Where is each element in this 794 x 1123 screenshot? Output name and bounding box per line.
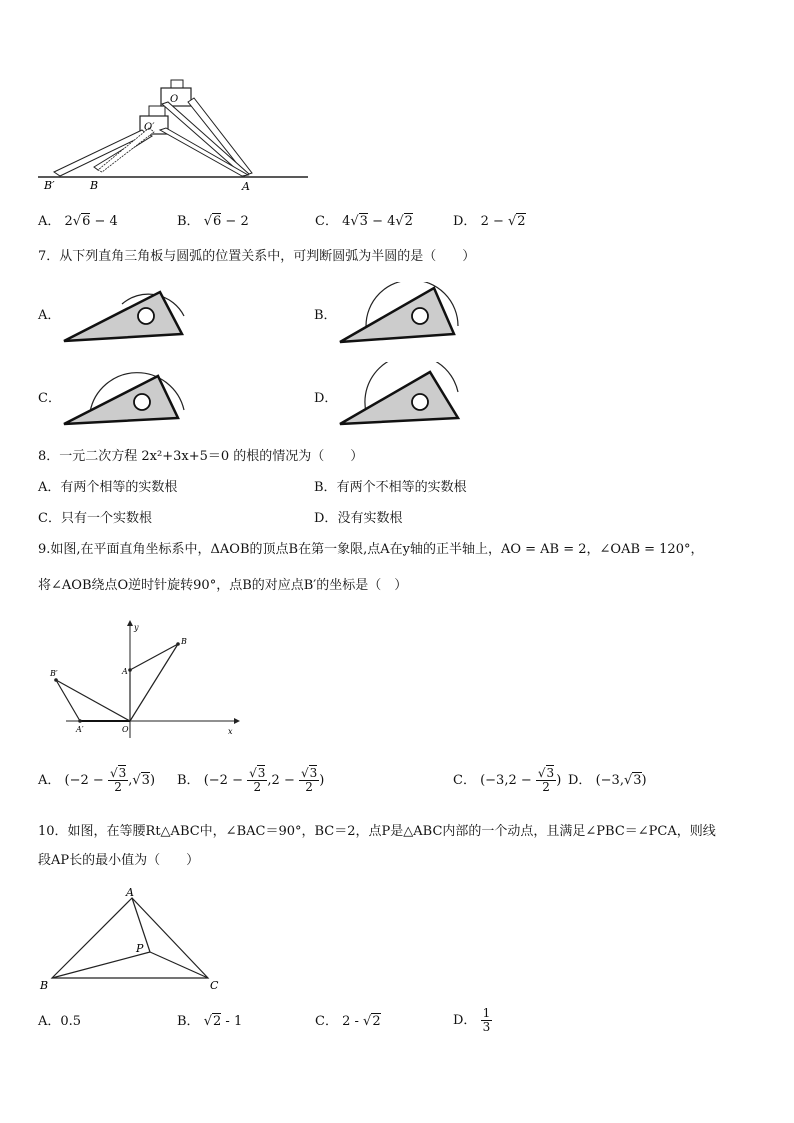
option-text: 没有实数根	[337, 511, 403, 526]
option-letter: D．	[314, 511, 338, 526]
option-letter: D．	[453, 1013, 477, 1028]
option-math: 2 - √2	[342, 1014, 381, 1029]
q7-stem: 7．从下列直角三角板与圆弧的位置关系中，可判断圆弧为半圆的是（ ）	[38, 249, 476, 264]
option-math: (−3,2 − $\frac{√3}{2}$ )	[480, 766, 562, 794]
option-math: (−2 − $\frac{√3}{2}$ ,√3)	[64, 766, 156, 794]
option-math: √6 − 2	[203, 214, 249, 229]
q9-label-o: O	[122, 725, 129, 734]
option-math: 2√6 − 4	[64, 214, 118, 229]
q6-option-d[interactable]	[453, 213, 526, 231]
q6-figure	[30, 78, 320, 193]
q10-label-c: C	[210, 979, 219, 992]
q10-stem-line2: 段AP长的最小值为（ ）	[38, 853, 200, 868]
option-letter: C．	[453, 773, 476, 788]
q10-option-b[interactable]	[177, 1013, 242, 1031]
q9-label-b: B	[181, 637, 187, 646]
option-letter: B．	[314, 480, 337, 495]
q9-stem-line1: 9.如图,在平面直角坐标系中，ΔAOB的顶点B在第一象限,点A在y轴的正半轴上，AO = AB = 2，∠OAB = 120°，	[38, 542, 704, 557]
q7-figure-c[interactable]	[60, 362, 188, 428]
q6-label-b: B	[90, 179, 99, 192]
option-letter: B．	[177, 214, 200, 229]
q7-option-c-letter[interactable]: C．	[38, 391, 61, 406]
option-letter: B．	[177, 1014, 200, 1029]
q9-option-a[interactable]	[38, 764, 155, 798]
q6-label-a: A	[242, 180, 250, 193]
q9-label-y: y	[134, 623, 139, 632]
option-letter: D．	[453, 214, 477, 229]
q9-label-b-prime: B′	[50, 669, 58, 678]
option-text: 有两个相等的实数根	[60, 480, 178, 495]
option-math: 4√3 − 4√2	[342, 214, 413, 229]
q7-figure-a[interactable]	[60, 286, 188, 348]
q10-stem-line1: 10．如图，在等腰Rt△ABC中，∠BAC＝90°，BC＝2，点P是△ABC内部的一个动点，且满足∠PBC＝∠PCA，则线	[38, 824, 716, 839]
q9-label-a-prime: A′	[76, 725, 84, 734]
q10-label-b: B	[40, 979, 49, 992]
q9-label-a: A	[122, 667, 128, 676]
option-letter: C．	[38, 511, 61, 526]
q9-stem-line2: 将∠AOB绕点O逆时针旋转90°，点B的对应点B′的坐标是（ ）	[38, 578, 408, 593]
q7-option-d-letter[interactable]: D．	[314, 391, 338, 406]
q9-option-b[interactable]	[177, 764, 324, 798]
q9-option-c[interactable]	[453, 764, 561, 798]
q8-option-c[interactable]	[38, 510, 152, 528]
q8-stem: 8．一元二次方程 2x²+3x+5＝0 的根的情况为（ ）	[38, 449, 364, 464]
option-letter: C．	[315, 1014, 338, 1029]
q10-label-p: P	[136, 942, 144, 955]
q7-option-a-letter[interactable]: A．	[38, 308, 61, 323]
option-text: 0.5	[60, 1014, 82, 1029]
q10-option-d[interactable]	[453, 1004, 492, 1038]
q8-option-b[interactable]	[314, 479, 467, 497]
q6-option-a[interactable]	[38, 213, 118, 231]
q6-label-b-prime: B′	[44, 179, 55, 192]
option-letter: A．	[38, 1014, 61, 1029]
q9-figure	[44, 618, 244, 740]
q10-label-a: A	[126, 886, 134, 899]
q7-option-b-letter[interactable]: B．	[314, 308, 337, 323]
option-math: (−3,√3)	[595, 773, 647, 788]
option-math: (−2 − $\frac{√3}{2}$ ,2 − $\frac{√3}{2}$ )	[203, 766, 325, 794]
option-fraction: $\frac{1}{3}$	[482, 1006, 491, 1034]
q10-option-a[interactable]	[38, 1013, 81, 1031]
option-letter: A．	[38, 773, 61, 788]
option-letter: A．	[38, 214, 61, 229]
option-math: 2 − √2	[480, 214, 526, 229]
option-text: 只有一个实数根	[60, 511, 152, 526]
q6-label-o-prime: O′	[144, 122, 155, 133]
q9-option-d[interactable]	[568, 764, 647, 798]
option-letter: B．	[177, 773, 200, 788]
q6-option-c[interactable]	[315, 213, 413, 231]
q7-figure-d[interactable]	[336, 362, 464, 428]
option-letter: C．	[315, 214, 338, 229]
q8-option-d[interactable]	[314, 510, 402, 528]
q10-figure	[38, 886, 228, 994]
option-letter: D．	[568, 773, 592, 788]
q6-label-o: O	[170, 94, 179, 105]
q9-label-x: x	[228, 727, 233, 736]
q7-figure-b[interactable]	[336, 282, 464, 348]
q6-option-b[interactable]	[177, 213, 249, 231]
q8-option-a[interactable]	[38, 479, 177, 497]
option-letter: A．	[38, 480, 61, 495]
q10-option-c[interactable]	[315, 1013, 381, 1031]
option-text: 有两个不相等的实数根	[336, 480, 467, 495]
option-math: √2 - 1	[203, 1014, 243, 1029]
